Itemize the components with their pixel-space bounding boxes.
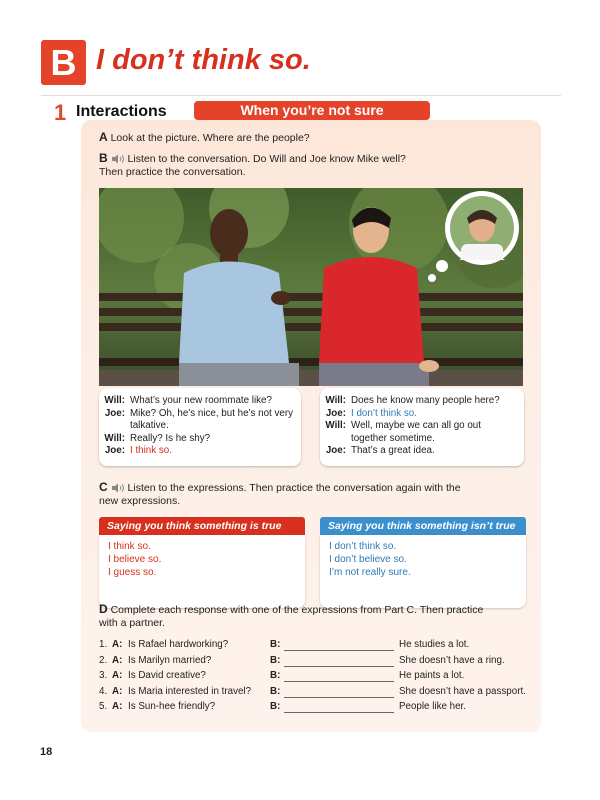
section-number: 1	[54, 100, 67, 125]
speaker-icon[interactable]	[111, 154, 125, 164]
item-number: 4.	[99, 685, 108, 697]
response-tail: She doesn’t have a passport.	[399, 685, 526, 697]
part-b-line2: Then practice the conversation.	[99, 166, 246, 178]
dialog-text: That’s a great idea.	[351, 445, 435, 457]
unit-letter-badge: B	[41, 40, 86, 85]
part-b-line1: Listen to the conversation. Do Will and Joe know Mike well?	[127, 153, 406, 165]
part-c-letter: C	[99, 480, 108, 494]
item-number: 5.	[99, 701, 108, 712]
answer-blank[interactable]	[284, 670, 394, 682]
expression-item: I believe so.	[108, 554, 162, 565]
speaker-b: B:	[270, 639, 281, 650]
dialog-right-lines	[320, 388, 524, 458]
speaker-b: B:	[270, 701, 281, 712]
expression-item: I’m not really sure.	[329, 567, 411, 578]
item-number: 2.	[99, 654, 108, 666]
speaker-a: A:	[112, 654, 123, 666]
dialog-text: Mike? Oh, he’s nice, but he’s not very	[130, 407, 294, 419]
dialog-line	[99, 433, 295, 446]
response-tail: He paints a lot.	[399, 670, 465, 681]
speaker-label: Will:	[325, 395, 346, 406]
practice-row	[99, 639, 539, 655]
dialog-line	[99, 395, 295, 408]
dialog-line	[320, 395, 518, 408]
answer-blank[interactable]	[284, 655, 394, 667]
dialog-text: Does he know many people here?	[351, 395, 500, 406]
speaker-icon[interactable]	[111, 483, 125, 493]
section-title: Interactions	[76, 103, 167, 120]
expressions-not-true-heading: Saying you think something isn’t true	[320, 517, 526, 535]
practice-row	[99, 670, 539, 686]
part-b	[99, 152, 529, 179]
question-text: Is Maria interested in travel?	[128, 685, 252, 697]
dialog-line	[320, 420, 518, 433]
dialog-line	[99, 420, 295, 433]
speaker-a: A:	[112, 639, 123, 650]
part-a-letter: A	[99, 130, 108, 144]
speaker-b: B:	[270, 654, 281, 666]
dialog-text: What’s your new roommate like?	[130, 395, 272, 406]
part-d-letter: D	[99, 602, 108, 616]
question-text: Is Rafael hardworking?	[128, 639, 229, 650]
part-a-text: Look at the picture. Where are the people?	[110, 132, 310, 144]
practice-list	[99, 639, 539, 717]
part-b-letter: B	[99, 151, 108, 165]
expression-item: I guess so.	[108, 567, 157, 578]
speaker-a: A:	[112, 701, 123, 712]
speaker-label	[99, 420, 125, 433]
part-c	[99, 481, 529, 508]
expressions-not-true-list	[320, 535, 526, 608]
section-pill: When you’re not sure	[194, 101, 430, 120]
practice-row	[99, 655, 539, 671]
lesson-title: I don’t think so.	[96, 44, 311, 76]
dialog-text-highlight: I don’t think so.	[351, 407, 417, 419]
dialog-line	[320, 445, 518, 458]
practice-row	[99, 701, 539, 717]
item-number: 1.	[99, 639, 108, 650]
expressions-not-true-box	[320, 517, 526, 608]
speaker-label	[320, 433, 346, 446]
dialog-bubble-right	[320, 388, 524, 466]
item-number: 3.	[99, 670, 108, 681]
speaker-label: Joe:	[325, 445, 346, 457]
expression-item: I think so.	[108, 541, 151, 552]
speaker-a: A:	[112, 670, 123, 681]
dialog-text: Really? Is he shy?	[130, 432, 211, 444]
response-tail: People like her.	[399, 701, 466, 712]
conversation-photo	[99, 188, 523, 386]
dialog-text: Well, maybe we can all go out	[351, 420, 481, 432]
speaker-label: Will:	[325, 420, 346, 432]
title-divider	[41, 95, 561, 96]
part-d-line1: Complete each response with one of the expressions from Part C. Then practice	[110, 604, 484, 616]
speaker-label: Joe:	[325, 407, 346, 419]
page-number: 18	[40, 746, 53, 758]
answer-blank[interactable]	[284, 686, 394, 698]
dialog-bubble-left	[99, 388, 301, 466]
speaker-b: B:	[270, 670, 281, 681]
expression-item: I don’t believe so.	[329, 554, 407, 565]
speaker-label: Will:	[104, 432, 125, 444]
expressions-true-box	[99, 517, 305, 608]
expression-item: I don’t think so.	[329, 541, 397, 552]
dialog-line	[99, 445, 295, 458]
answer-blank[interactable]	[284, 639, 394, 651]
question-text: Is Marilyn married?	[128, 654, 212, 666]
part-c-line2: new expressions.	[99, 495, 181, 507]
expressions-true-list	[99, 535, 305, 608]
response-tail: He studies a lot.	[399, 639, 470, 650]
dialog-line	[320, 408, 518, 421]
expressions-true-heading: Saying you think something is true	[99, 517, 305, 535]
dialog-line	[99, 408, 295, 421]
park-bench-illustration	[99, 188, 523, 386]
speaker-b: B:	[270, 685, 281, 697]
dialog-text: together sometime.	[351, 432, 435, 444]
speaker-label: Joe:	[104, 407, 125, 419]
speaker-label: Joe:	[104, 445, 125, 457]
part-c-line1: Listen to the expressions. Then practice the conversation again with the	[127, 482, 461, 494]
dialog-text: talkative.	[130, 420, 169, 432]
speaker-label: Will:	[104, 395, 125, 406]
speaker-a: A:	[112, 685, 123, 697]
response-tail: She doesn’t have a ring.	[399, 654, 505, 666]
question-text: Is David creative?	[128, 670, 206, 681]
question-text: Is Sun-hee friendly?	[128, 701, 216, 712]
part-d	[99, 603, 529, 630]
dialog-line	[320, 433, 518, 446]
part-a	[99, 131, 310, 145]
practice-row	[99, 686, 539, 702]
dialog-left-lines	[99, 388, 301, 458]
dialog-text-highlight: I think so.	[130, 445, 172, 457]
answer-blank[interactable]	[284, 701, 394, 713]
part-d-line2: with a partner.	[99, 617, 165, 629]
